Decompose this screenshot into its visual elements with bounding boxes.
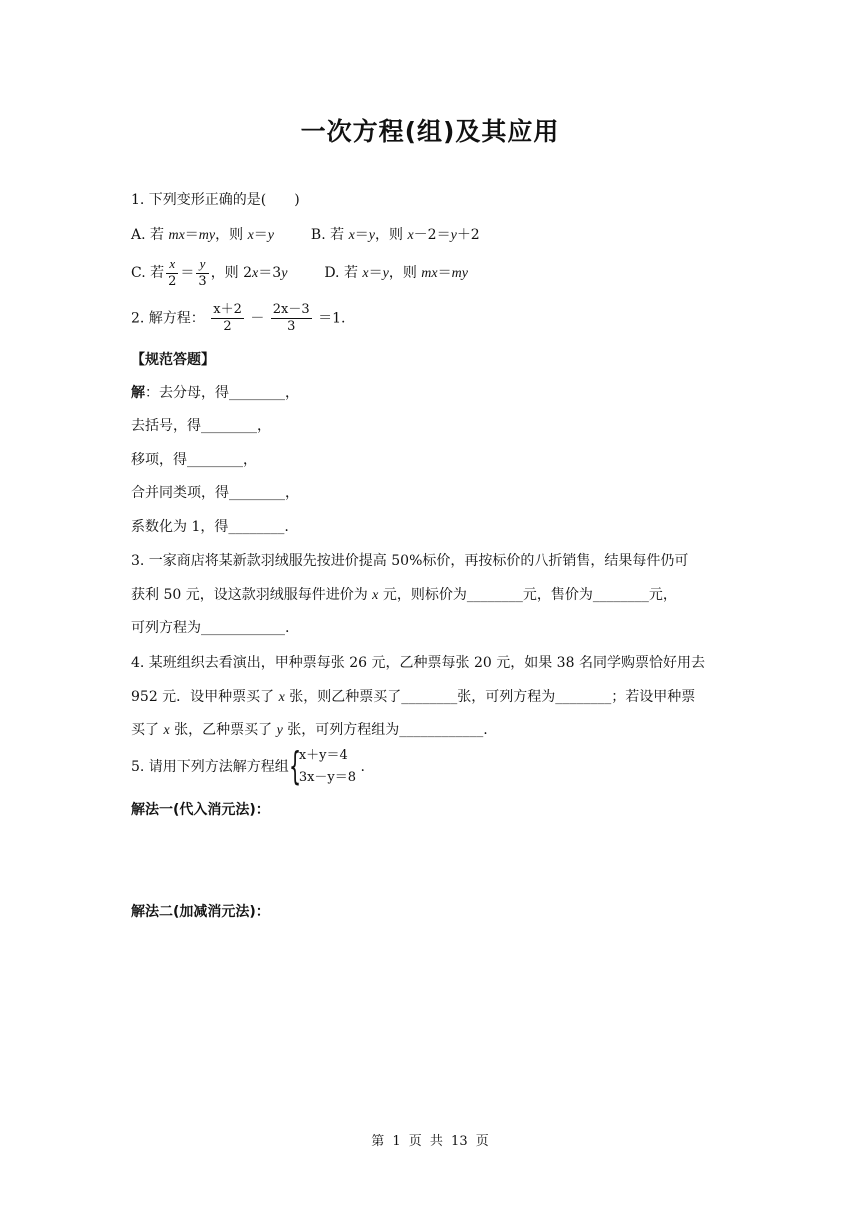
step-line: 解：去分母，得________， <box>131 385 299 401</box>
q1-option-d: D. 若 x＝y，则 mx＝my <box>324 265 468 281</box>
q3-line: 可列方程为____________. <box>131 620 290 636</box>
q3-line: 获利 50 元，设这款羽绒服每件进价为 x 元，则标价为________元，售价为________元， <box>131 587 677 603</box>
step-line: 去括号，得________， <box>131 418 271 434</box>
answer-section-header: 【规范答题】 <box>131 352 215 368</box>
step-line: 移项，得________， <box>131 452 257 468</box>
equation-system <box>289 745 356 789</box>
page-title: 一次方程(组)及其应用 <box>300 117 560 146</box>
method-2-heading: 解法二(加减消元法)： <box>131 904 270 920</box>
q1-options-cd <box>131 256 468 290</box>
step-line: 系数化为 1，得________. <box>131 519 289 535</box>
step-line: 合并同类项，得________， <box>131 485 299 501</box>
q3-line: 3. 一家商店将某新款羽绒服先按进价提高 50%标价，再按标价的八折销售，结果每件仍可 <box>131 553 689 569</box>
fraction-x-over-2: $\frac{x}{2}$ <box>168 256 177 289</box>
q1-stem: 1. 下列变形正确的是( ) <box>131 192 300 208</box>
fraction-y-over-3: $\frac{y}{3}$ <box>198 256 207 289</box>
system-equation-1: x＋y＝4 <box>298 748 348 763</box>
q2-equation: 2. 解方程： $\frac{x+2}{2}$ － $\frac{2x-3}{3}$ ＝1. <box>131 302 346 334</box>
method-1-heading: 解法一(代入消元法)： <box>131 802 270 818</box>
q4-line: 952 元．设甲种票买了 x 张，则乙种票买了________张，可列方程为________；若设甲种票 <box>131 689 696 705</box>
q1-option-b: B. 若 x＝y，则 x－2＝y＋2 <box>310 227 480 243</box>
q4-line: 买了 x 张，乙种票买了 y 张，可列方程组为____________. <box>131 722 488 738</box>
q1-options-ab <box>131 225 480 246</box>
fraction-2x-minus-3-over-3: $\frac{2x-3}{3}$ <box>272 302 310 334</box>
left-brace-icon: { <box>288 744 301 788</box>
q1-option-c: C. 若 $\frac{x}{2}$ ＝ $\frac{y}{3}$ ，则 2x＝3y <box>131 256 288 289</box>
page-footer: 第 1 页 共 13 页 <box>371 1134 489 1149</box>
system-equation-2: 3x－y＝8 <box>298 770 357 785</box>
fraction-x-plus-2-over-2: $\frac{x+2}{2}$ <box>213 302 242 334</box>
q1-option-a: A. 若 mx＝my，则 x＝y <box>131 227 275 243</box>
q5-stem: 5. 请用下列方法解方程组 { x＋y＝4 3x－y＝8 . <box>131 744 365 788</box>
q4-line: 4. 某班组织去看演出，甲种票每张 26 元，乙种票每张 20 元，如果 38 名同学购票恰好用去 <box>131 655 705 671</box>
